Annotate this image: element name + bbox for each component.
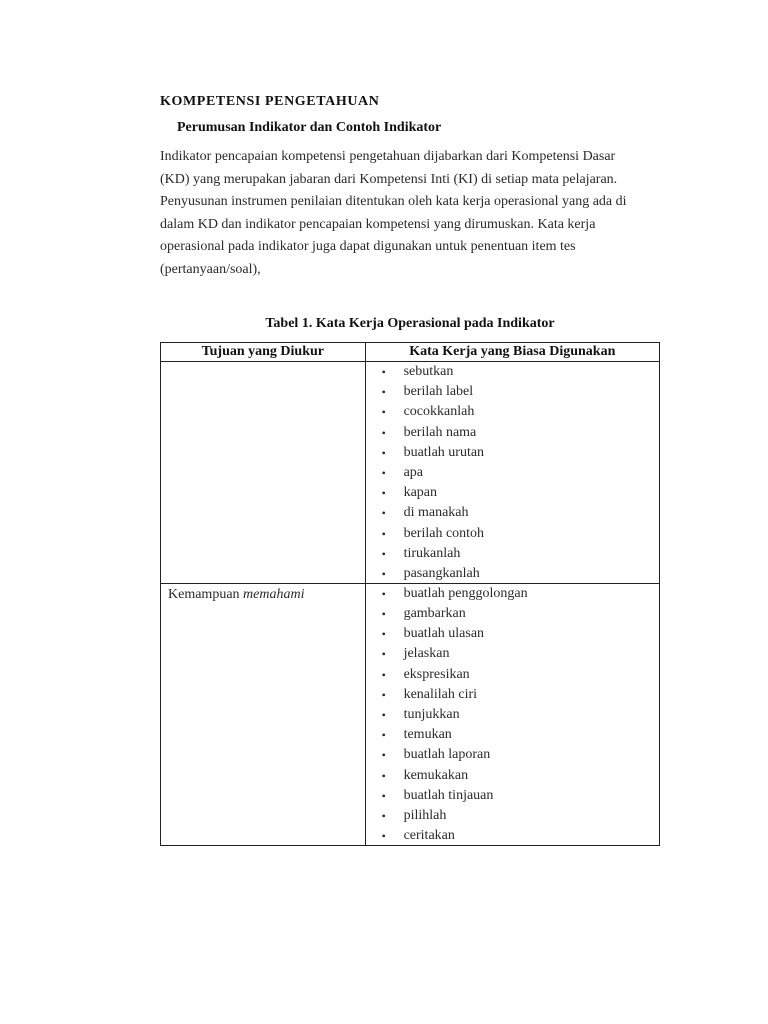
verb-text: kemukakan: [403, 767, 469, 783]
verb-text: sebutkan: [403, 364, 454, 379]
verb-text: pilihlah: [403, 807, 447, 823]
list-item: [366, 584, 659, 604]
verb-text: ceritakan: [403, 828, 455, 844]
verb-text: jelaskan: [403, 646, 450, 662]
list-item: [366, 685, 659, 705]
goal-text: Kemampuan: [168, 586, 244, 602]
bullet-icon: •: [381, 667, 386, 682]
paragraph-line: dalam KD dan indikator pencapaian kompetensi yang dirumuskan. Kata kerja: [160, 216, 596, 232]
verb-text: di manakah: [403, 505, 469, 521]
bullet-icon: •: [381, 808, 386, 823]
list-item: [366, 624, 659, 644]
list-item: [366, 745, 659, 765]
goal-emphasis: memahami: [243, 586, 305, 602]
verb-text: buatlah laporan: [403, 747, 491, 763]
list-item: [366, 644, 659, 664]
list-item: [366, 463, 659, 483]
bullet-icon: •: [381, 365, 386, 379]
verb-text: tunjukkan: [403, 707, 460, 722]
bullet-icon: •: [381, 405, 386, 420]
bullet-icon: •: [381, 627, 386, 642]
verb-text: kapan: [403, 485, 438, 501]
verb-text: gambarkan: [403, 606, 466, 622]
list-item: [366, 362, 659, 382]
list-item: [366, 382, 659, 402]
paragraph-line: Penyusunan instrumen penilaian ditentukan oleh kata kerja operasional yang ada di: [160, 194, 627, 210]
bullet-icon: •: [381, 607, 386, 622]
section-heading: KOMPETENSI PENGETAHUAN: [160, 94, 380, 109]
verb-text: tirukanlah: [403, 545, 461, 561]
verb-text: ekspresikan: [403, 666, 470, 682]
verb-text: kenalilah ciri: [403, 686, 478, 702]
bullet-icon: •: [381, 708, 386, 722]
paragraph-line: Indikator pencapaian kompetensi pengetahuan dijabarkan dari Kompetensi Dasar: [160, 149, 616, 164]
list-item: [366, 806, 659, 826]
list-item: [366, 826, 659, 845]
bullet-icon: •: [381, 445, 386, 460]
column-header-verbs: Kata Kerja yang Biasa Digunakan: [365, 343, 659, 362]
bullet-icon: •: [381, 546, 386, 561]
verb-text: cocokkanlah: [403, 404, 475, 420]
table-header-row: [161, 343, 660, 362]
list-item: [366, 604, 659, 624]
bullet-icon: •: [381, 425, 386, 440]
table-row: [161, 362, 660, 584]
goal-cell: [161, 362, 366, 584]
table-row: [161, 583, 660, 845]
verb-text: buatlah ulasan: [403, 626, 485, 642]
verb-text: buatlah penggolongan: [403, 585, 528, 601]
bullet-icon: •: [381, 465, 386, 480]
list-item: [366, 423, 659, 443]
verb-text: berilah nama: [403, 424, 477, 440]
list-item: [366, 483, 659, 503]
bullet-icon: •: [381, 526, 386, 541]
list-item: [366, 544, 659, 564]
verb-list: [366, 362, 659, 583]
list-item: [366, 443, 659, 463]
bullet-icon: •: [381, 788, 386, 803]
bullet-icon: •: [381, 385, 386, 400]
bullet-icon: •: [381, 768, 386, 783]
table-caption: Tabel 1. Kata Kerja Operasional pada Indikator: [265, 316, 555, 331]
list-item: [366, 564, 659, 583]
paragraph-line: operasional pada indikator juga dapat digunakan untuk penentuan item tes: [160, 239, 576, 255]
verb-text: temukan: [403, 727, 452, 743]
bullet-icon: •: [381, 586, 386, 601]
bullet-icon: •: [381, 647, 386, 662]
bullet-icon: •: [381, 566, 386, 581]
paragraph-line: (KD) yang merupakan jabaran dari Kompetensi Inti (KI) di setiap mata pelajaran.: [160, 171, 618, 187]
list-item: [366, 786, 659, 806]
verb-text: buatlah tinjauan: [403, 787, 494, 803]
goal-cell: [161, 583, 366, 845]
verb-table: [160, 342, 660, 846]
list-item: [366, 402, 659, 422]
verb-list: [366, 584, 659, 845]
bullet-icon: •: [381, 728, 386, 743]
list-item: [366, 725, 659, 745]
sub-heading: Perumusan Indikator dan Contoh Indikator: [177, 120, 442, 135]
verbs-cell: [365, 583, 659, 845]
verb-text: pasangkanlah: [403, 565, 480, 581]
verb-text: apa: [403, 464, 424, 480]
list-item: [366, 503, 659, 523]
list-item: [366, 665, 659, 685]
verb-text: berilah contoh: [403, 525, 485, 541]
verb-text: buatlah urutan: [403, 444, 485, 460]
bullet-icon: •: [381, 748, 386, 763]
table-body: [161, 362, 660, 846]
list-item: [366, 524, 659, 544]
paragraph-line: (pertanyaan/soal),: [160, 261, 261, 277]
verb-text: berilah label: [403, 384, 474, 400]
column-header-goal: Tujuan yang Diukur: [161, 343, 366, 362]
bullet-icon: •: [381, 829, 386, 844]
list-item: [366, 766, 659, 786]
intro-paragraph: [160, 146, 670, 282]
verbs-cell: [365, 362, 659, 584]
bullet-icon: •: [381, 506, 386, 521]
bullet-icon: •: [381, 486, 386, 501]
list-item: [366, 705, 659, 725]
bullet-icon: •: [381, 687, 386, 702]
